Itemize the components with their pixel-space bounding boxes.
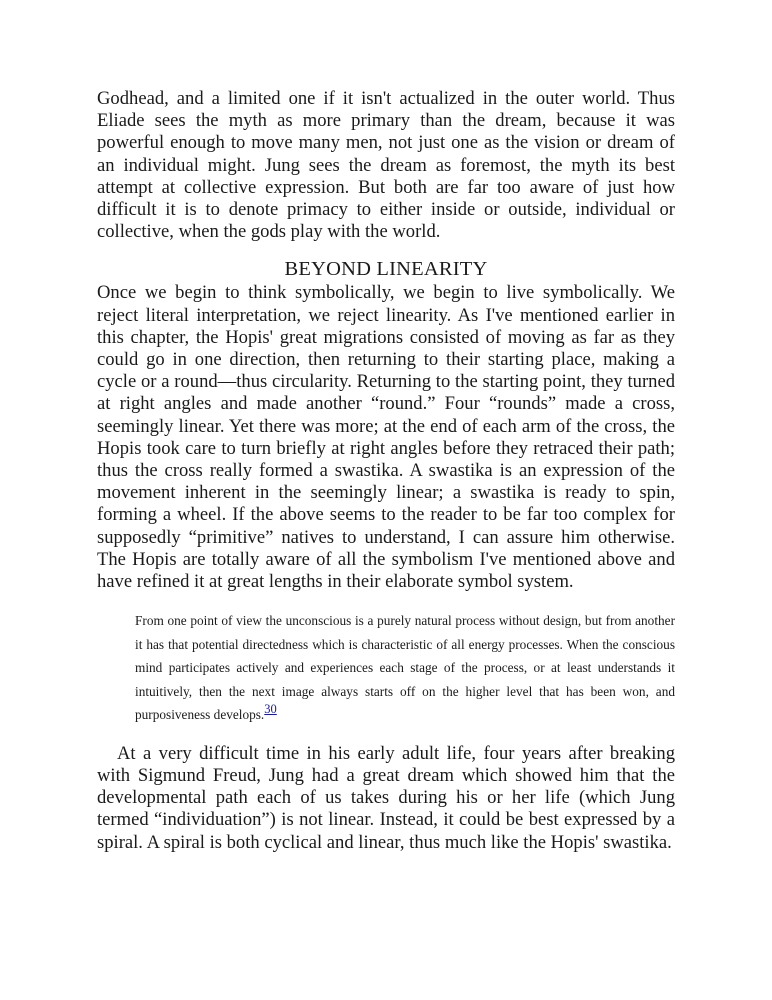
- section-heading: BEYOND LINEARITY: [284, 258, 488, 281]
- block-quote: [135, 609, 675, 727]
- closing-paragraph: At a very difficult time in his early adult life, four years after breaking with Sigmund Freud, Jung had a great dream which showed him that the developmental path each of us takes during his or her life (which Jung termed “individuation”) is not linear. Instead, it could be best expressed by a spiral. A spiral is both cyclical and linear, thus much like the Hopis' swastika.: [97, 742, 675, 853]
- block-quote-text: From one point of view the unconscious is a purely natural process without design, but from another it has that potential directedness which is characteristic of all energy processes. When the conscious mind participates actively and experiences each stage of the process, or at least understands it intuitively, then the next image always starts off on the higher level that has been won, and purposiveness develops.: [135, 613, 675, 723]
- body-paragraph: Once we begin to think symbolically, we begin to live symbolically. We reject literal interpretation, we reject linearity. As I've mentioned earlier in this chapter, the Hopis' great migrations consisted of moving as far as they could go in one direction, then returning to their starting place, making a cycle or a round—thus circularity. Returning to the starting point, they turned at right angles and made another “round.” Four “rounds” made a cross, seemingly linear. Yet there was more; at the end of each arm of the cross, the Hopis took care to turn briefly at right angles before they retraced their path; thus the cross really formed a swastika. A swastika is an expression of the movement inherent in the seemingly linear; a swastika is ready to spin, forming a wheel. If the above seems to the reader to be far too complex for supposedly “primitive” natives to understand, I can assure him otherwise. The Hopis are totally aware of all the symbolism I've mentioned above and have refined it at great lengths in their elaborate symbol system.: [97, 282, 675, 593]
- opening-paragraph: Godhead, and a limited one if it isn't actualized in the outer world. Thus Eliade sees the myth as more primary than the dream, because it was powerful enough to move many men, not just one as the vision or dream of an individual might. Jung sees the dream as foremost, the myth its best attempt at collective expression. But both are far too aware of just how difficult it is to denote primacy to either inside or outside, individual or collective, when the gods play with the world.: [97, 88, 675, 243]
- footnote-link[interactable]: 30: [264, 702, 277, 717]
- document-page: [97, 88, 675, 854]
